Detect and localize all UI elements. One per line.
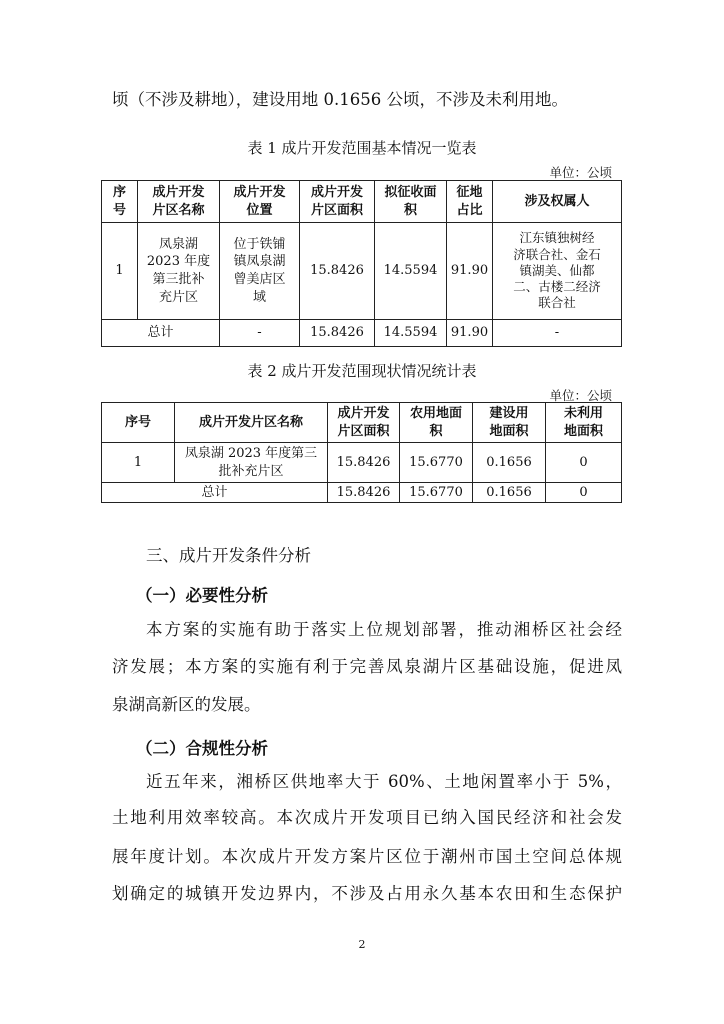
table2-caption: 表 2 成片开发范围现状情况统计表: [247, 362, 477, 380]
table1-total-owners: -: [493, 320, 622, 347]
table1-cell-area: 15.8426: [300, 223, 375, 320]
table1-total-location: -: [220, 320, 300, 347]
table2-cell-construction: 0.1656: [473, 443, 546, 483]
table2-header-cell: 农用地面 积: [400, 403, 473, 443]
table1-header-cell: 征地 占比: [447, 181, 493, 223]
table1-cell-location: 位于铁铺 镇凤泉湖 曾美店区 域: [220, 223, 300, 320]
table1-header-cell: 成片开发 片区名称: [138, 181, 220, 223]
table2-header-cell: 成片开发 片区面积: [328, 403, 400, 443]
page-number: 2: [358, 938, 366, 951]
table2-header-cell: 序号: [102, 403, 175, 443]
table2-cell-name: 凤泉湖 2023 年度第三 批补充片区: [175, 443, 328, 483]
table1-header-cell: 涉及权属人: [493, 181, 622, 223]
table1-header-row: [102, 181, 622, 223]
table1-total-ratio: 91.90: [447, 320, 493, 347]
table1-unit: 单位：公顷: [549, 165, 612, 180]
table1-header-cell: 成片开发 片区面积: [300, 181, 375, 223]
para1-line: 济发展；本方案的实施有利于完善凤泉湖片区基础设施，促进凤: [112, 657, 622, 676]
table2-cell-area: 15.8426: [328, 443, 400, 483]
table1-cell-owners: 江东镇独树经 济联合社、金石 镇湖美、仙都 二、古楼二经济 联合社: [493, 223, 622, 320]
table2-total-label: 总计: [102, 483, 328, 503]
para1-line: 本方案的实施有助于落实上位规划部署，推动湘桥区社会经: [146, 620, 622, 639]
table2: [101, 402, 622, 503]
para2-line: 展年度计划。本次成片开发方案片区位于潮州市国土空间总体规: [112, 847, 622, 866]
intro-line: 顷（不涉及耕地），建设用地 0.1656 公顷，不涉及未利用地。: [112, 90, 568, 109]
table2-total-construction: 0.1656: [473, 483, 546, 503]
table2-cell-agri: 15.6770: [400, 443, 473, 483]
table1-total-label: 总计: [102, 320, 220, 347]
table1-cell-expropriation: 14.5594: [375, 223, 447, 320]
table2-header-cell: 成片开发片区名称: [175, 403, 328, 443]
subsection2-title: （二）合规性分析: [136, 739, 268, 758]
table2-header-row: [102, 403, 622, 443]
table2-unit: 单位：公顷: [549, 388, 612, 403]
table2-header-cell: 建设用 地面积: [473, 403, 546, 443]
table1-header-cell: 成片开发 位置: [220, 181, 300, 223]
table2-total-row: [102, 483, 622, 503]
table-row: [102, 223, 622, 320]
table2-cell-no: 1: [102, 443, 175, 483]
table1-total-area: 15.8426: [300, 320, 375, 347]
table1: [101, 180, 622, 347]
table1-cell-ratio: 91.90: [447, 223, 493, 320]
para2-line: 划确定的城镇开发边界内，不涉及占用永久基本农田和生态保护: [112, 884, 622, 903]
table1-cell-no: 1: [102, 223, 138, 320]
subsection1-title: （一）必要性分析: [136, 586, 268, 605]
table2-cell-unused: 0: [546, 443, 622, 483]
para2-line: 近五年来，湘桥区供地率大于 60%、土地闲置率小于 5%，: [146, 772, 622, 791]
table1-caption: 表 1 成片开发范围基本情况一览表: [247, 139, 477, 157]
table1-total-expropriation: 14.5594: [375, 320, 447, 347]
para1-line: 泉湖高新区的发展。: [112, 695, 261, 714]
section3-title: 三、成片开发条件分析: [146, 546, 311, 565]
para2-line: 土地利用效率较高。本次成片开发项目已纳入国民经济和社会发: [112, 808, 622, 827]
table2-total-area: 15.8426: [328, 483, 400, 503]
table2-header-cell: 未利用 地面积: [546, 403, 622, 443]
table1-header-cell: 序 号: [102, 181, 138, 223]
table1-cell-name: 凤泉湖 2023 年度 第三批补 充片区: [138, 223, 220, 320]
table2-total-agri: 15.6770: [400, 483, 473, 503]
table2-total-unused: 0: [546, 483, 622, 503]
table1-header-cell: 拟征收面 积: [375, 181, 447, 223]
table1-total-row: [102, 320, 622, 347]
table-row: [102, 443, 622, 483]
